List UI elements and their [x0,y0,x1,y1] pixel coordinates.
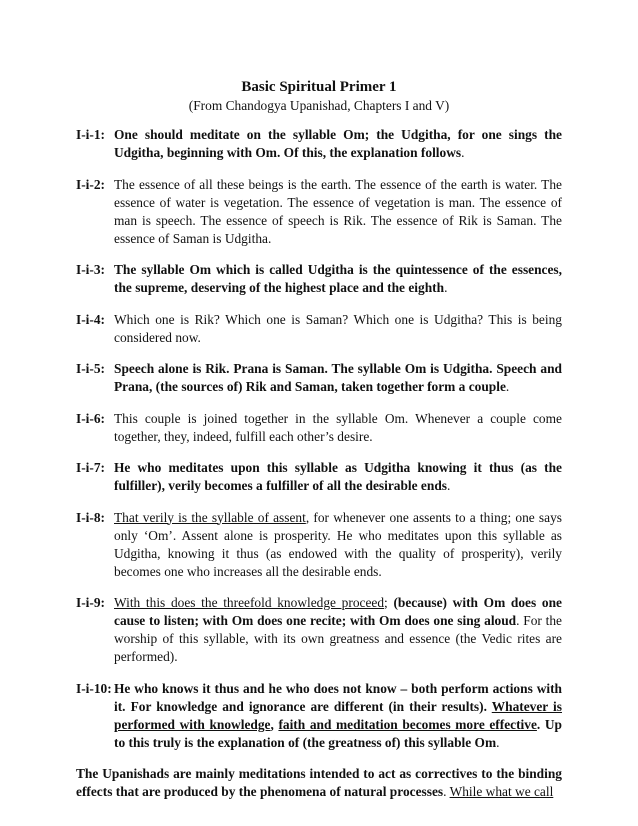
closing-text-segment: While what we call [449,784,554,799]
verse-number: I-i-7: [76,460,106,475]
verse-text [114,410,562,446]
verse-text-segment: faith and meditation becomes more effective [278,716,537,732]
page-title: Basic Spiritual Primer 1 [241,79,397,95]
verse-7 [76,459,562,495]
verse-text-segment: He who meditates upon this syllable as Udgitha knowing it thus (as the fulfiller), verily becomes a fulfiller of all the desirable ends [114,460,562,493]
verse-text [114,594,562,666]
verse-number: I-i-3: [76,262,106,277]
verse-text-segment: . For the worship of this syllable, with its own greatness and essence (the Vedic rites are performed). [114,613,562,664]
verse-text-segment: With this does the threefold knowledge proceed [114,595,385,610]
verse-text-segment: Speech alone is Rik. Prana is Saman. The syllable Om is Udgitha. Speech and Prana, (the sources of) Rik and Saman, taken together form a couple [114,361,562,394]
verse-8 [76,509,562,581]
verse-number: I-i-6: [76,410,106,426]
verse-list [76,126,562,752]
verse-number: I-i-5: [76,361,106,376]
verse-10 [76,680,562,752]
verse-text-segment: The essence of all these beings is the earth. The essence of the earth is water. The essence of water is vegetation. The essence of vegetation is man. The essence of man is speech. The essence of speech is Rik. The essence of Rik is Saman. The essence of Saman is Udgitha. [114,176,562,246]
verse-text [114,126,562,162]
verse-2 [76,176,562,248]
verse-text-segment: One should meditate on the syllable Om; the Udgitha, for one sings the Udgitha, beginning with Om. Of this, the explanation follows [114,127,562,160]
page-subtitle: (From Chandogya Upanishad, Chapters I and V) [188,98,450,113]
verse-text-segment: . [505,379,510,394]
verse-number: I-i-9: [76,595,106,610]
verse-number: I-i-1: [76,127,106,142]
verse-text-segment: ; [384,595,394,610]
verse-text-segment: . [444,280,448,295]
verse-text-segment: (because) with Om does one cause to listen; with Om does one recite; with Om does one sing aloud [114,595,562,628]
verse-text-segment: The syllable Om which is called Udgitha is the quintessence of the essences, the supreme, deserving of the highest place and the eighth [114,262,562,295]
closing-text-segment: . [443,784,450,799]
verse-text-segment: He who knows it thus and he who does not know – both perform actions with it. For knowledge and ignorance are different (in their results). [114,680,562,714]
verse-text-segment: . [496,734,500,750]
verse-1 [76,126,562,162]
verse-6 [76,410,562,446]
verse-text [114,509,562,581]
verse-text-segment: . [461,145,465,160]
closing-text-segment: The Upanishads are mainly meditations intended to act as correctives to the binding effects that are produced by the phenomena of natural processes [76,766,562,799]
verse-text-segment: Whatever is performed with knowledge [114,698,562,732]
verse-text [114,360,562,396]
verse-number: I-i-2: [76,176,106,192]
verse-5 [76,360,562,396]
verse-text [114,261,562,297]
verse-text-segment: . Up to this truly is the explanation of (the greatness of) this syllable Om [114,716,562,750]
verse-4 [76,311,562,347]
verse-text [114,680,562,752]
verse-3 [76,261,562,297]
verse-text [114,311,562,347]
verse-text-segment: , [270,716,279,732]
verse-number: I-i-8: [76,509,106,525]
verse-text [114,176,562,248]
verse-number: I-i-10: [76,680,112,696]
verse-text-segment: Which one is Rik? Which one is Saman? Which one is Udgitha? This is being considered now. [114,311,562,345]
verse-text-segment: That verily is the syllable of assent [114,509,306,525]
closing-paragraph [76,765,562,801]
verse-text-segment: This couple is joined together in the syllable Om. Whenever a couple come together, they, indeed, fulfill each other’s desire. [114,410,562,444]
verse-text [114,459,562,495]
verse-text-segment: . [446,478,451,493]
verse-text-segment: , for whenever one assents to a thing; one says only ‘Om’. Assent alone is prosperity. He who meditates upon this syllable as Udgitha, knowing it thus (as endowed with the quality of prosperity), verily becomes one who increases all the desirable ends. [114,509,562,579]
verse-number: I-i-4: [76,311,106,327]
verse-9 [76,594,562,666]
